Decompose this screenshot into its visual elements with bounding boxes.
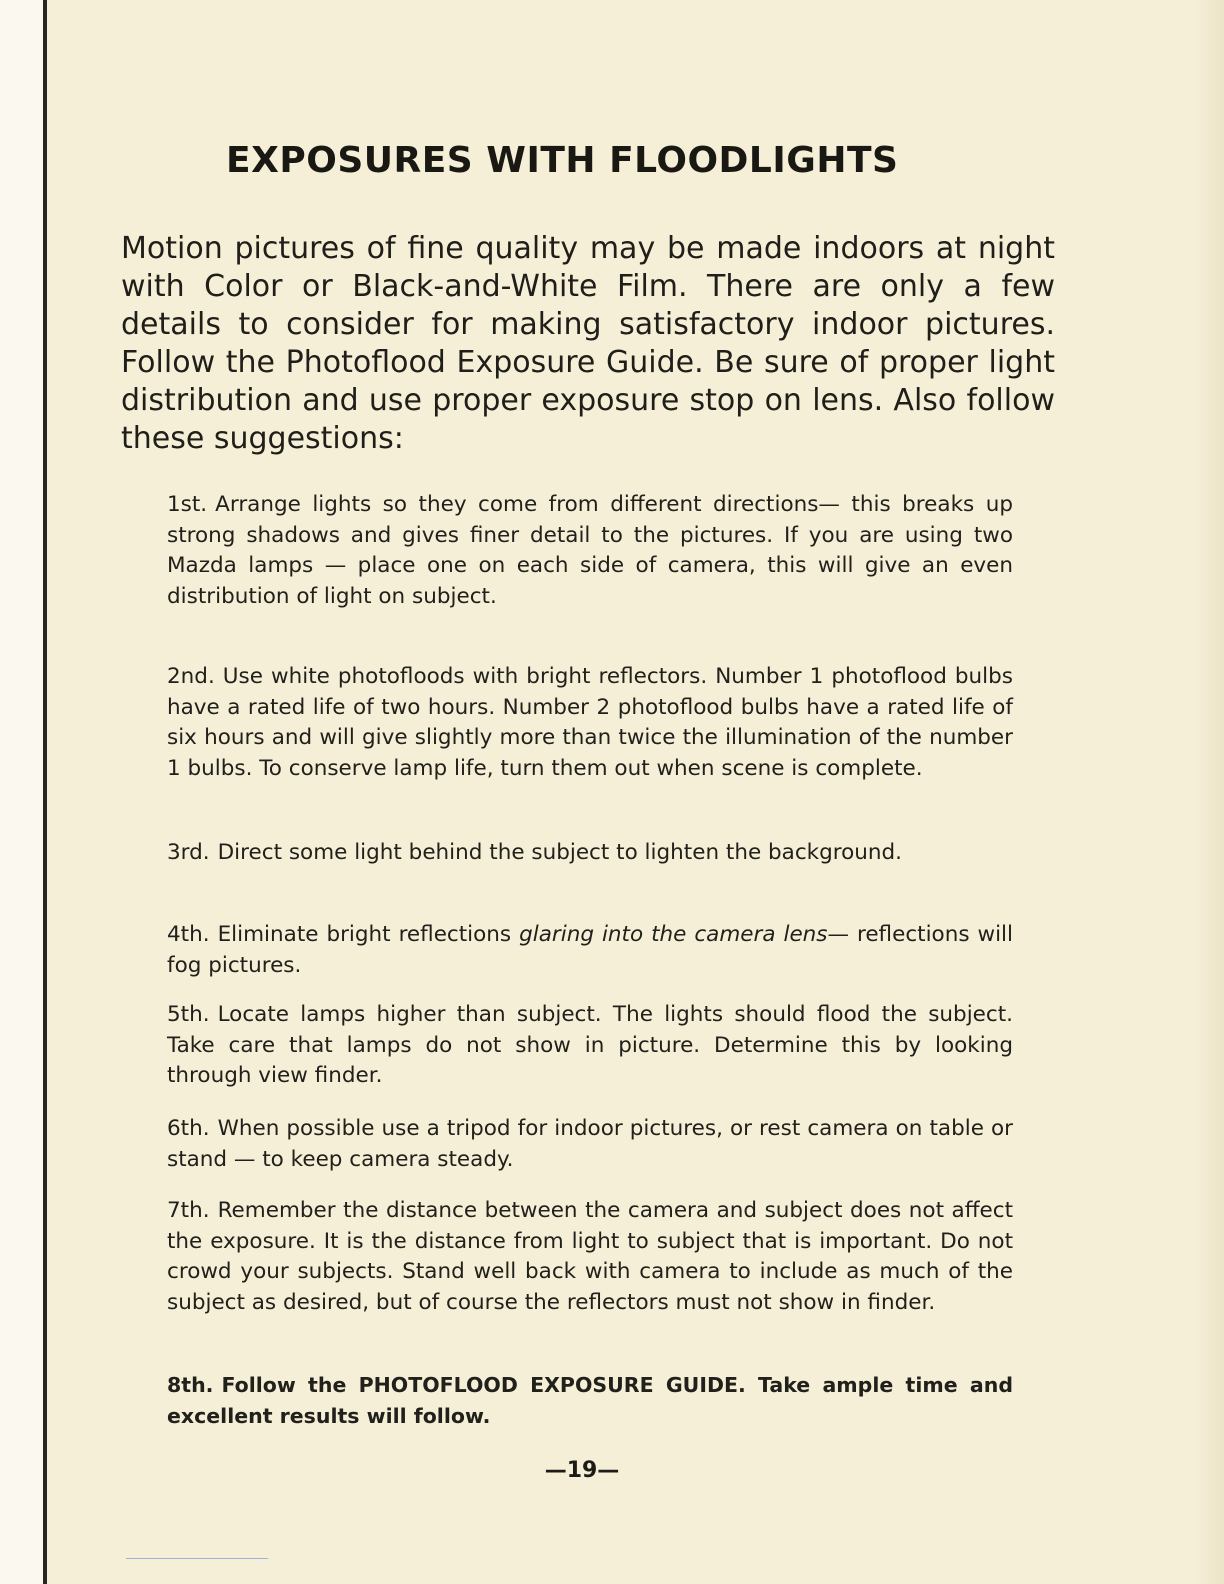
suggestion-1 — [167, 490, 1013, 612]
suggestion-number: 1st. — [167, 492, 208, 517]
suggestion-text: Arrange lights so they come from different directions— this breaks up strong shadows and gives finer detail to the pictures. If you are using two Mazda lamps — place one on each side of camera, this will give an even distribution of light on subject. — [167, 492, 1013, 609]
bottom-rule — [126, 1558, 268, 1559]
suggestion-number: 5th. — [167, 1002, 210, 1027]
suggestion-text: Locate lamps higher than subject. The lights should flood the subject. Take care that lamps do not show in picture. Determine this by looking through view finder. — [167, 1002, 1013, 1088]
suggestion-6 — [167, 1114, 1013, 1175]
suggestion-text: Eliminate bright reflections — [217, 922, 512, 947]
suggestion-text: Follow the PHOTOFLOOD EXPOSURE GUIDE. Take ample time and excellent results will follow. — [167, 1373, 1013, 1428]
suggestion-7 — [167, 1196, 1013, 1318]
suggestion-number: 8th. — [167, 1373, 214, 1397]
suggestion-text-after: — reflections will fog pictures. — [167, 922, 1013, 978]
suggestion-number: 3rd. — [167, 840, 210, 865]
suggestion-text: Direct some light behind the subject to lighten the background. — [217, 840, 903, 865]
suggestion-5 — [167, 1000, 1013, 1092]
suggestion-italic-text: glaring into the camera lens — [519, 922, 828, 947]
suggestion-4 — [167, 920, 1013, 981]
suggestion-3 — [167, 838, 1013, 869]
page-left-edge — [43, 0, 47, 1584]
suggestion-text: Remember the distance between the camera and subject does not affect the exposure. It is the distance from light to subject that is important. Do not crowd your subjects. Stand well back with camera to include as much of the subject as desired, but of course the reflectors must not show in finder. — [167, 1198, 1013, 1315]
suggestion-8 — [167, 1370, 1013, 1431]
page-number: —19— — [544, 1458, 620, 1483]
intro-paragraph: Motion pictures of fine quality may be made indoors at night with Color or Black-and-White Film. There are only a few details to consider for making satisfactory indoor pictures. Follow the Photoflood Exposure Guide. Be sure of proper light distribution and use proper exposure stop on lens. Also follow these suggestions: — [121, 231, 1055, 456]
suggestion-2 — [167, 662, 1013, 784]
page-right-shade — [1194, 0, 1224, 1584]
suggestion-text: Use white photofloods with bright reflectors. Number 1 photoflood bulbs have a rated life of two hours. Number 2 photoflood bulbs have a rated life of six hours and will give slightly more than twice the illumination of the number 1 bulbs. To conserve lamp life, turn them out when scene is complete. — [167, 664, 1013, 781]
suggestion-number: 7th. — [167, 1198, 210, 1223]
page-title: EXPOSURES WITH FLOODLIGHTS — [226, 140, 899, 181]
suggestion-number: 6th. — [167, 1116, 210, 1141]
scan-left-margin — [0, 0, 43, 1584]
suggestion-number: 2nd. — [167, 664, 215, 689]
suggestion-text: When possible use a tripod for indoor pictures, or rest camera on table or stand — to keep camera steady. — [167, 1116, 1013, 1172]
suggestion-number: 4th. — [167, 922, 210, 947]
